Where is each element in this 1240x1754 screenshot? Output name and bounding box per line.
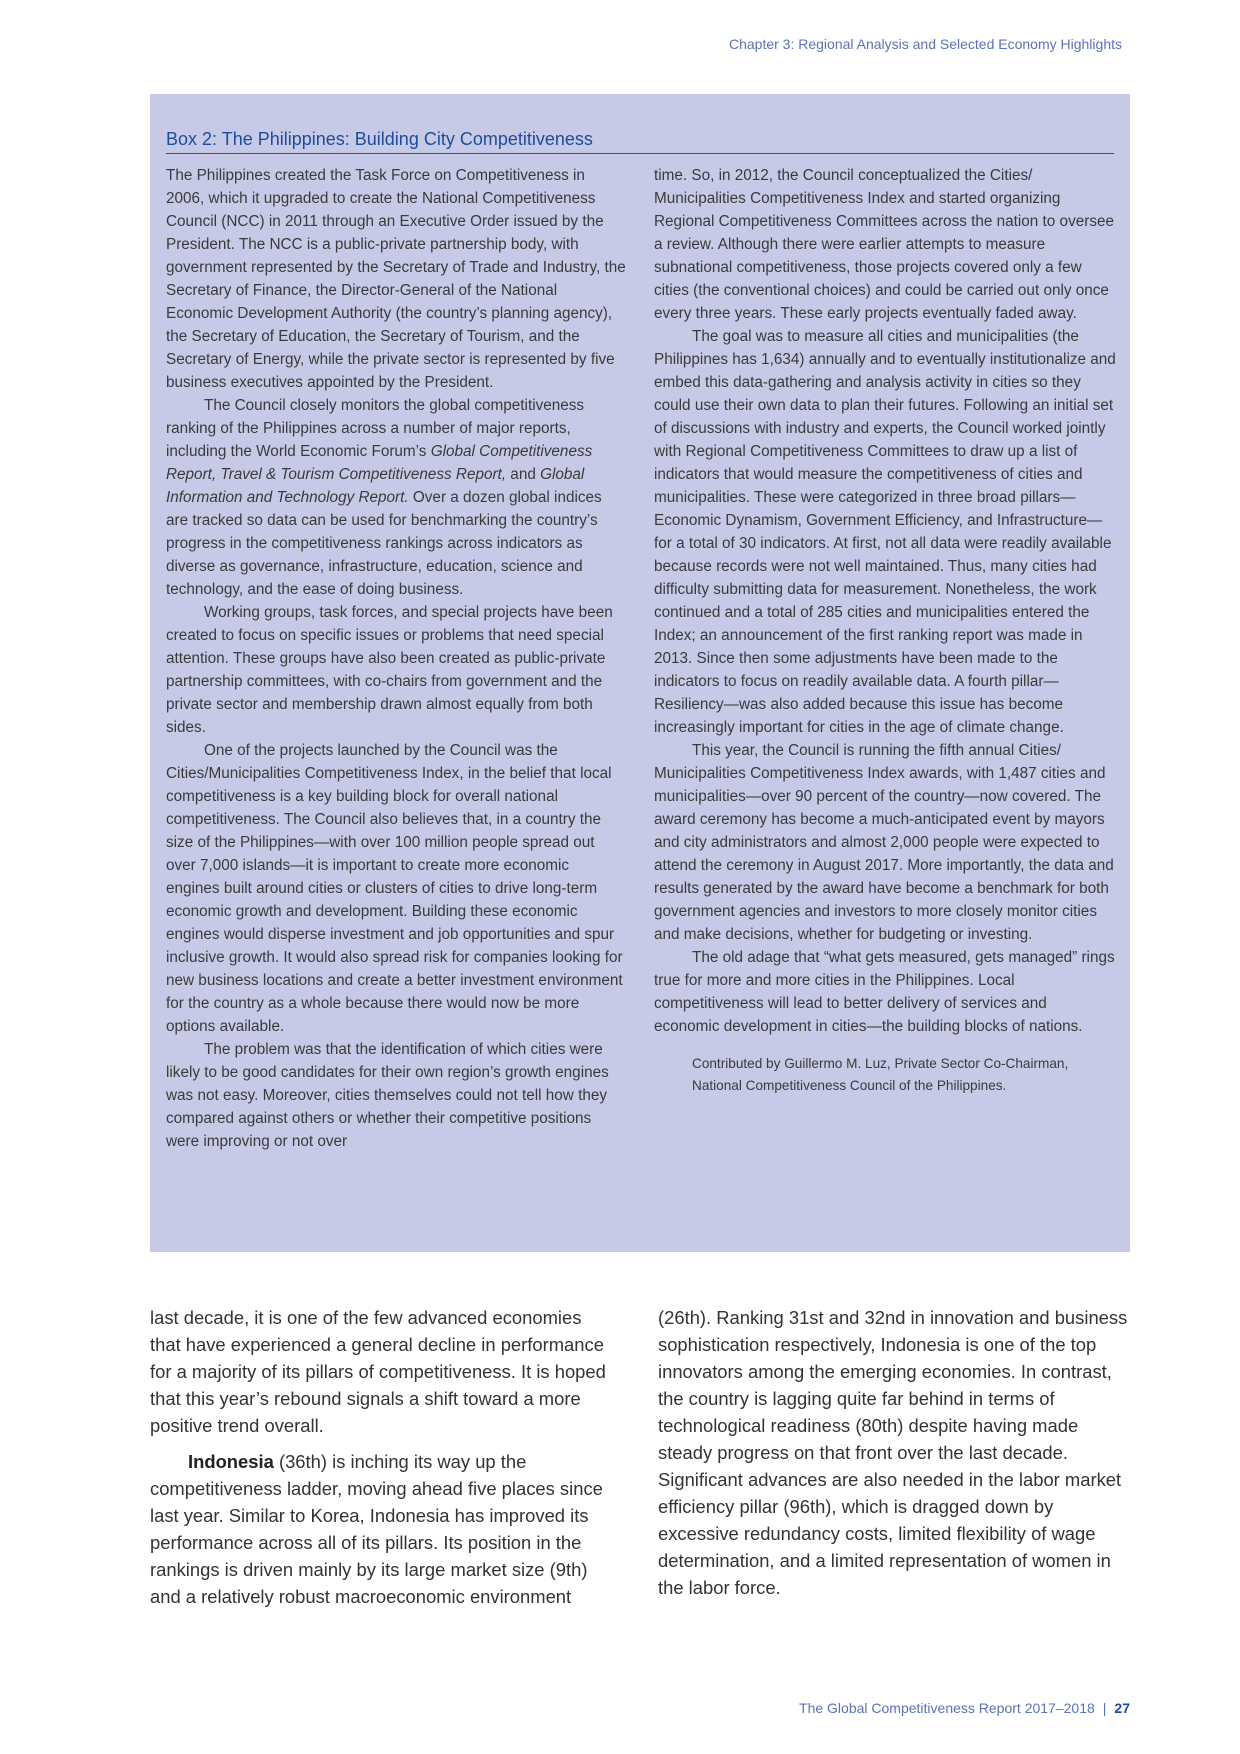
economy-name: Indonesia <box>188 1451 274 1472</box>
box-paragraph: This year, the Council is running the fifth annual Cities/ Municipalities Competitiveness Index awards, with 1,487 cities and municipalities—over 90 percent of the country—now covered. The award ceremony has become a much-anticipated event by mayors and city administrators and almost 2,000 people were expected to attend the ceremony in August 2017. More importantly, the data and results generated by the award have become a benchmark for both government agencies and investors to more closely monitor cities and make decisions, whether for budgeting or investing. <box>654 742 1114 943</box>
text-run: and <box>506 466 541 483</box>
page-footer <box>799 1700 1130 1716</box>
box-paragraph <box>166 394 626 601</box>
box-title-rule <box>166 153 1114 154</box>
italic-report-title: Global Information and Technology Report. <box>166 466 585 506</box>
text-run: (36th) is inching its way up the competitiveness ladder, moving ahead five places since last year. Similar to Korea, Indonesia has improved its performance across all of its pillars. Its position in the rankings is driven mainly by its large market size (9th) and a relatively robust macroeconomic environment <box>150 1451 603 1607</box>
credit-line: Contributed by Guillermo M. Luz, Private Sector Co-Chairman, <box>692 1056 1069 1071</box>
body-paragraph <box>150 1448 615 1610</box>
box-paragraph: time. So, in 2012, the Council conceptualized the Cities/ Municipalities Competitiveness Index and started organizing Regional Competitiveness Committees across the nation to oversee a review. Although there were earlier attempts to measure subnational competitiveness, those projects covered only a few cities (the conventional choices) and could be carried out only once every three years. These early projects eventually faded away. <box>654 167 1114 322</box>
contributor-credit <box>654 1053 1116 1097</box>
page-number: 27 <box>1114 1700 1130 1716</box>
footer-report-title: The Global Competitiveness Report 2017–2018 <box>799 1700 1095 1716</box>
sidebar-box <box>150 94 1130 1252</box>
box-left-column <box>166 164 626 1153</box>
box-paragraph: Working groups, task forces, and special projects have been created to focus on specific issues or problems that need special attention. These groups have also been created as public-private partnership committees, with co-chairs from government and the private sector and membership drawn almost equally from both sides. <box>166 604 613 736</box>
text-run: Over a dozen global indices are tracked so data can be used for benchmarking the country’s progress in the competitiveness rankings across indicators as diverse as governance, infrastructure, education, science and technology, and the ease of doing business. <box>166 489 602 598</box>
italic-report-titles: Global Competitiveness Report, Travel & Tourism Competitiveness Report, <box>166 443 593 483</box>
box-paragraph: The goal was to measure all cities and municipalities (the Philippines has 1,634) annually and to eventually institutionalize and embed this data-gathering and analysis activity in cities so they could use their own data to plan their futures. Following an initial set of discussions with industry and experts, the Council worked jointly with Regional Competitiveness Committees to draw up a list of indicators that would measure the competitiveness of cities and municipalities. These were categorized in three broad pillars—Economic Dynamism, Government Efficiency, and Infrastructure—for a total of 30 indicators. At first, not all data were readily available because records were not well maintained. Thus, many cities had difficulty submitting data for measurement. Nonetheless, the work continued and a total of 285 cities and municipalities entered the Index; an announcement of the first ranking report was made in 2013. Since then some adjustments have been made to the indicators to focus on readily available data. A fourth pillar—Resiliency—was also added because this issue has become increasingly important for cities in the age of climate change. <box>654 328 1116 736</box>
box-paragraph: One of the projects launched by the Council was the Cities/Municipalities Competitiveness Index, in the belief that local competitiveness is a key building block for overall national competitiveness. The Council also believes that, in a country the size of the Philippines—with over 100 million people spread out over 7,000 islands—it is important to create more economic engines built around cities or clusters of cities to drive long-term economic growth and development. Building these economic engines would disperse investment and job opportunities and spur inclusive growth. It would also spread risk for companies looking for new business locations and create a better investment environment for the country as a whole because there would now be more options available. <box>166 742 623 1035</box>
box-title: Box 2: The Philippines: Building City Competitiveness <box>166 128 593 149</box>
box-paragraph: The Philippines created the Task Force on Competitiveness in 2006, which it upgraded to create the National Competitiveness Council (NCC) in 2011 through an Executive Order issued by the President. The NCC is a public-private partnership body, with government represented by the Secretary of Trade and Industry, the Secretary of Finance, the Director-General of the National Economic Development Authority (the country’s planning agency), the Secretary of Education, the Secretary of Tourism, and the Secretary of Energy, while the private sector is represented by five business executives appointed by the President. <box>166 167 626 391</box>
body-paragraph: last decade, it is one of the few advanced economies that have experienced a general decline in performance for a majority of its pillars of competitiveness. It is hoped that this year’s rebound signals a shift toward a more positive trend overall. <box>150 1307 606 1436</box>
box-right-column <box>654 164 1116 1097</box>
main-right-column <box>658 1304 1133 1601</box>
credit-line: National Competitiveness Council of the Philippines. <box>692 1078 1007 1093</box>
running-header: Chapter 3: Regional Analysis and Selected Economy Highlights <box>728 36 1122 52</box>
footer-separator: | <box>1102 1700 1107 1716</box>
box-paragraph: The problem was that the identification of which cities were likely to be good candidates for their own region’s growth engines was not easy. Moreover, cities themselves could not tell how they compared against others or whether their competitive positions were improving or not over <box>166 1041 609 1150</box>
text-run: The Council closely monitors the global competitiveness ranking of the Philippines across a number of major reports, including the World Economic Forum’s <box>166 397 585 460</box>
main-left-column <box>150 1304 615 1610</box>
body-paragraph: (26th). Ranking 31st and 32nd in innovation and business sophistication respectively, Indonesia is one of the top innovators among the emerging economies. In contrast, the country is lagging quite far behind in terms of technological readiness (80th) despite having made steady progress on that front over the last decade. Significant advances are also needed in the labor market efficiency pillar (96th), which is dragged down by excessive redundancy costs, limited flexibility of wage determination, and a limited representation of women in the labor force. <box>658 1307 1128 1598</box>
box-paragraph: The old adage that “what gets measured, gets managed” rings true for more and more cities in the Philippines. Local competitiveness will lead to better delivery of services and economic development in cities—the building blocks of nations. <box>654 949 1115 1035</box>
